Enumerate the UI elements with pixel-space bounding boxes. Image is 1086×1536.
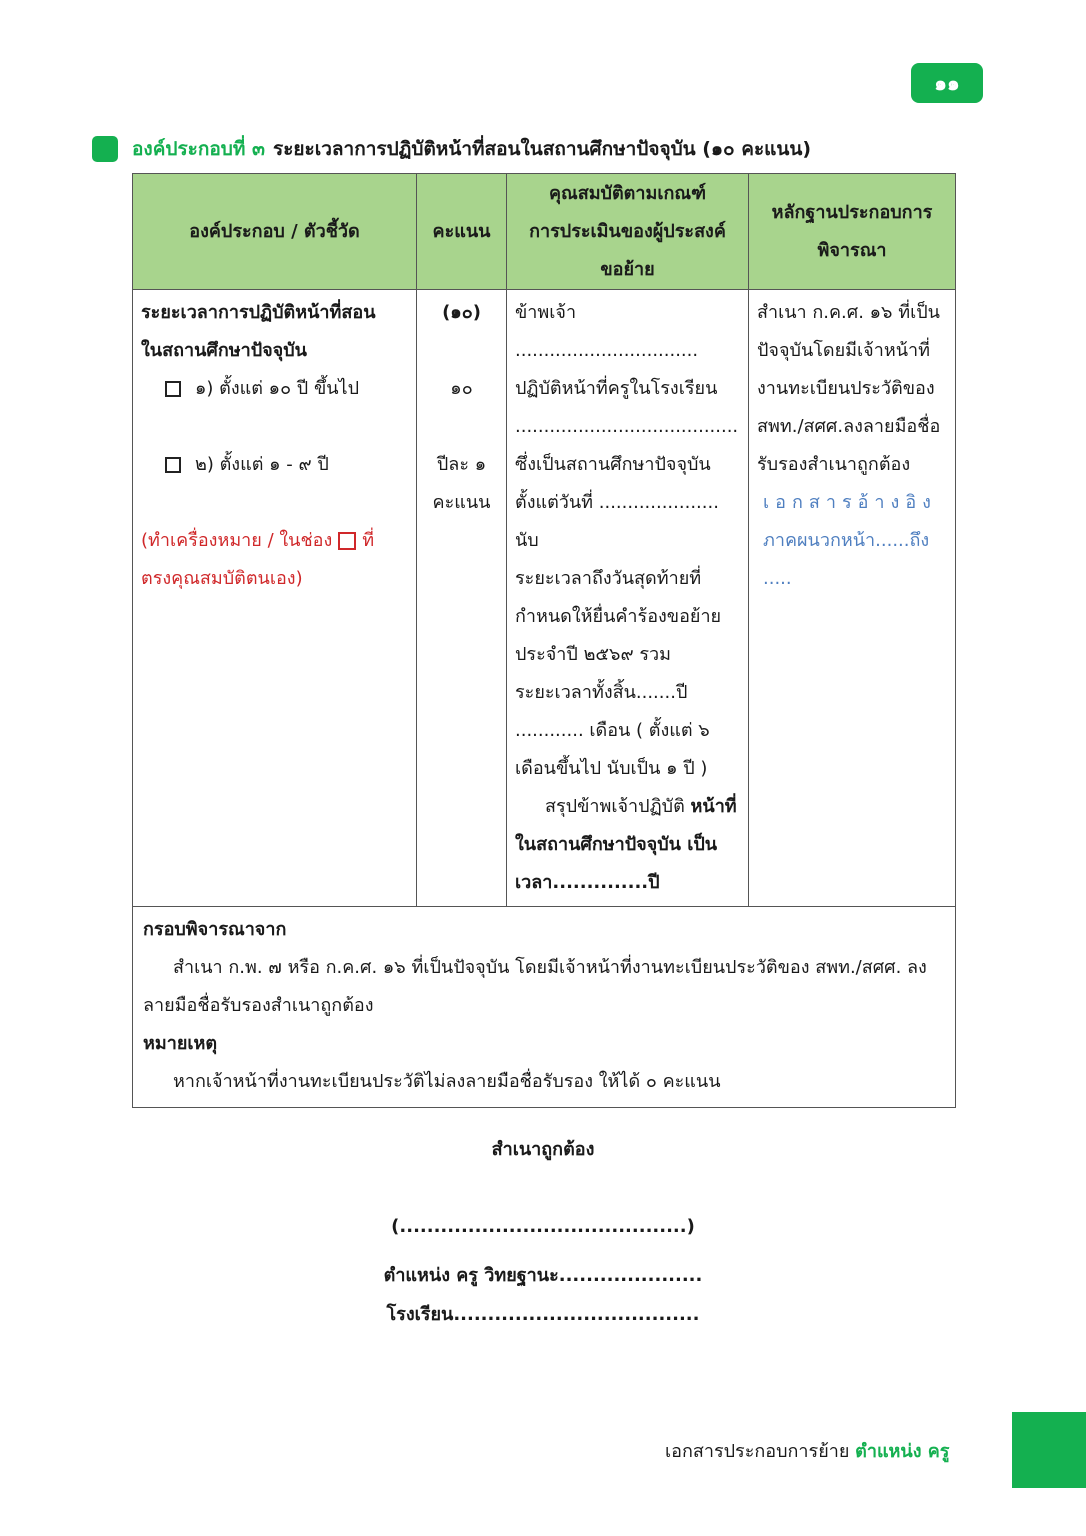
framework-row bbox=[133, 907, 956, 1108]
score-cell bbox=[417, 290, 507, 907]
qualification-cell: ข้าพเจ้า ................................ ปฏิบัติหน้าที่ครูในโรงเรียน ....................................... ซึ่งเป็นสถานศึกษาปัจจุบัน ตั้งแต่วันที่ ..................... นับ ระยะเวลาถึงวันสุดท้ายที่ กำหนดให้ยื่นคำร้องขอย้าย ประจำปี ๒๕๖๙ รวม ระยะเวลาทั้งสิ้น.......ปี ............ เดือน ( ตั้งแต่ ๖ เดือนขึ้นไป นับเป็น ๑ ปี ) สรุปข้าพเจ้าปฏิบัติ หน้าที่ ในสถานศึกษาปัจจุบัน เป็น เวลา..............ปี bbox=[507, 290, 749, 907]
certification-title: สำเนาถูกต้อง bbox=[491, 1139, 595, 1160]
header-qualification: คุณสมบัติตามเกณฑ์ การประเมินของผู้ประสงค์ ขอย้าย bbox=[507, 174, 749, 290]
marking-note: (ทำเครื่องหมาย / ในช่อง ที่ bbox=[141, 530, 375, 551]
evidence-cell: สำเนา ก.ค.ศ. ๑๖ ที่เป็น ปัจจุบันโดยมีเจ้าหน้าที่ งานทะเบียนประวัติของ สพท./สศศ.ลงลายมือชื่อ รับรองสำเนาถูกต้อง เอกสารอ้างอิง ภาคผนวกหน้า......ถึง ..... bbox=[749, 290, 956, 907]
page-number: ๑๑ bbox=[934, 71, 960, 95]
note-text: หากเจ้าหน้าที่งานทะเบียนประวัติไม่ลงลายมือชื่อรับรอง ให้ได้ ๐ คะแนน bbox=[173, 1071, 721, 1092]
reference-pages: ภาคผนวกหน้า......ถึง bbox=[763, 530, 930, 551]
indicator-title: ระยะเวลาการปฏิบัติหน้าที่สอน bbox=[141, 302, 376, 323]
score-option-2-unit: คะแนน bbox=[432, 492, 491, 513]
option-1-checkbox[interactable] bbox=[165, 381, 181, 397]
heading-prefix: องค์ประกอบที่ ๓ bbox=[132, 138, 265, 160]
footer-highlight: ตำแหน่ง ครู bbox=[855, 1441, 950, 1462]
option-2-checkbox[interactable] bbox=[165, 457, 181, 473]
marking-note-2: ตรงคุณสมบัติตนเอง) bbox=[141, 568, 303, 589]
header-indicator: องค์ประกอบ / ตัวชี้วัด bbox=[133, 174, 417, 290]
score-option-2: ปีละ ๑ bbox=[436, 454, 487, 475]
score-total: (๑๐) bbox=[442, 302, 481, 323]
heading-square-icon bbox=[92, 136, 118, 162]
header-score: คะแนน bbox=[417, 174, 507, 290]
footer-green-block bbox=[1012, 1412, 1086, 1488]
header-evidence: หลักฐานประกอบการ พิจารณา bbox=[749, 174, 956, 290]
option-1: ๑) ตั้งแต่ ๑๐ ปี ขึ้นไป bbox=[141, 370, 408, 408]
position-line: ตำแหน่ง ครู วิทยฐานะ..................... bbox=[383, 1265, 703, 1286]
indicator-title-2: ในสถานศึกษาปัจจุบัน bbox=[141, 340, 307, 361]
criteria-table bbox=[132, 173, 956, 1108]
table-header-row bbox=[133, 174, 956, 290]
option-2: ๒) ตั้งแต่ ๑ - ๙ ปี bbox=[141, 446, 408, 484]
framework-cell bbox=[133, 907, 956, 1108]
reference-doc: เอกสารอ้างอิง bbox=[763, 492, 937, 513]
indicator-cell bbox=[133, 290, 417, 907]
table-row bbox=[133, 290, 956, 907]
footer-text: เอกสารประกอบการย้าย bbox=[665, 1441, 850, 1462]
section-heading bbox=[92, 133, 811, 165]
heading-text: ระยะเวลาการปฏิบัติหน้าที่สอนในสถานศึกษาปัจจุบัน (๑๐ คะแนน) bbox=[272, 138, 812, 160]
school-line: โรงเรียน.................................... bbox=[386, 1304, 700, 1325]
footer bbox=[665, 1436, 949, 1465]
signature-line: (..........................................) bbox=[391, 1216, 695, 1237]
red-checkbox-icon bbox=[338, 532, 356, 550]
framework-text: สำเนา ก.พ. ๗ หรือ ก.ค.ศ. ๑๖ ที่เป็นปัจจุบัน โดยมีเจ้าหน้าที่งานทะเบียนประวัติของ สพท./สศศ. ลงลายมือชื่อรับรองสำเนาถูกต้อง bbox=[143, 957, 927, 1016]
note-title: หมายเหตุ bbox=[143, 1033, 218, 1054]
score-option-1: ๑๐ bbox=[450, 378, 473, 399]
summary-line: สรุปข้าพเจ้าปฏิบัติ หน้าที่ bbox=[545, 796, 737, 817]
framework-title: กรอบพิจารณาจาก bbox=[143, 919, 287, 940]
page-number-badge bbox=[911, 63, 983, 103]
